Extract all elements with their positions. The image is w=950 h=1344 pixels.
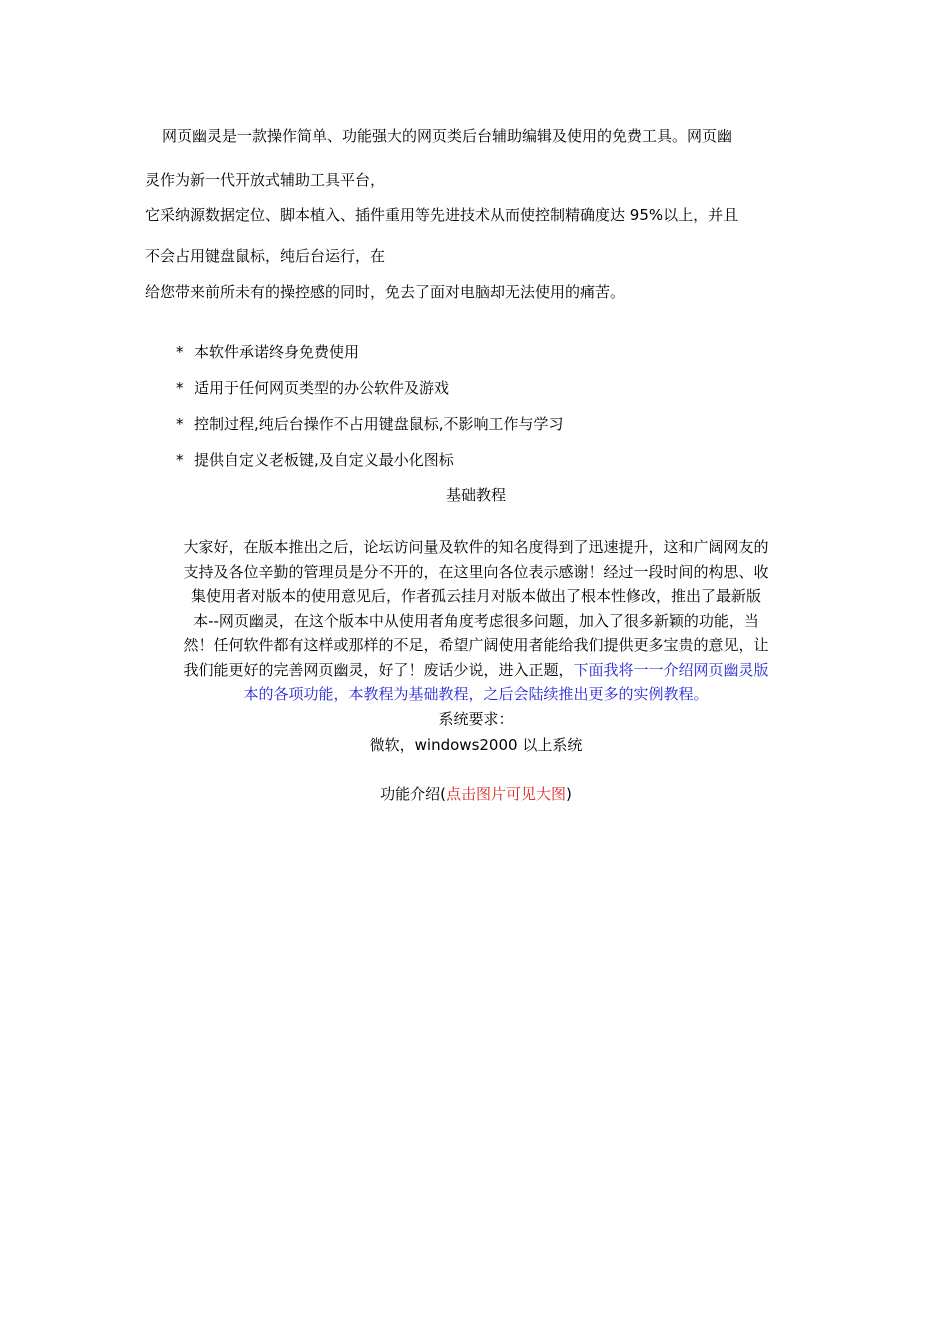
feature-item: [176, 378, 449, 398]
feature-text: 适用于任何网页类型的办公软件及游戏: [194, 379, 450, 397]
paragraph-line: 集使用者对版本的使用意见后，作者孤云挂月对版本做出了根本性修改，推出了最新版: [190, 587, 761, 605]
tutorial-link[interactable]: 下面我将一一介绍网页幽灵版: [573, 660, 769, 679]
feature-item: [176, 342, 359, 362]
feature-item: [176, 450, 454, 470]
bullet-star: *: [176, 415, 184, 433]
tutorial-heading: 基础教程: [445, 486, 506, 504]
feature-text: 控制过程,纯后台操作不占用键盘鼠标,不影响工作与学习: [194, 415, 564, 433]
bullet-star: *: [176, 451, 184, 469]
paragraph-line: 本--网页幽灵，在这个版本中从使用者角度考虑很多问题，加入了很多新颖的功能，当: [193, 611, 759, 630]
intro-line-1: 网页幽灵是一款操作简单、功能强大的网页类后台辅助编辑及使用的免费工具。网页幽: [162, 127, 733, 145]
function-intro-label: 功能介绍(: [380, 785, 446, 803]
function-intro-close: ): [566, 785, 572, 803]
feature-item: [176, 414, 564, 434]
tutorial-paragraph: [140, 535, 812, 707]
intro-line-3: 它采纳源数据定位、脚本植入、插件重用等先进技术从而使控制精确度达 95%以上，并且: [145, 206, 739, 224]
paragraph-line: 支持及各位辛勤的管理员是分不开的，在这里向各位表示感谢！经过一段时间的构思、收: [183, 562, 769, 581]
feature-text: 提供自定义老板键,及自定义最小化图标: [194, 451, 454, 469]
paragraph-line: [140, 658, 812, 683]
intro-line-5: 给您带来前所未有的操控感的同时，免去了面对电脑却无法使用的痛苦。: [145, 283, 626, 301]
bullet-star: *: [176, 343, 184, 361]
tutorial-link[interactable]: 本的各项功能，本教程为基础教程，之后会陆续推出更多的实例教程。: [243, 685, 709, 703]
function-intro: [140, 784, 812, 804]
paragraph-line: 然！任何软件都有这样或那样的不足，希望广阔使用者能给我们提供更多宝贵的意见，让: [183, 636, 769, 654]
requirements-value: 微软，windows2000 以上系统: [369, 736, 583, 754]
enlarge-image-link[interactable]: 点击图片可见大图: [445, 785, 566, 803]
intro-line-4: 不会占用键盘鼠标，纯后台运行，在: [145, 247, 386, 265]
bullet-star: *: [176, 379, 184, 397]
intro-line-2: 灵作为新一代开放式辅助工具平台，: [145, 171, 386, 189]
paragraph-line: 大家好，在版本推出之后，论坛访问量及软件的知名度得到了迅速提升，这和广阔网友的: [183, 538, 769, 556]
feature-text: 本软件承诺终身免费使用: [194, 343, 360, 361]
paragraph-text: 我们能更好的完善网页幽灵，好了！废话少说，进入正题，: [183, 660, 574, 679]
requirements-heading: 系统要求：: [438, 710, 514, 728]
